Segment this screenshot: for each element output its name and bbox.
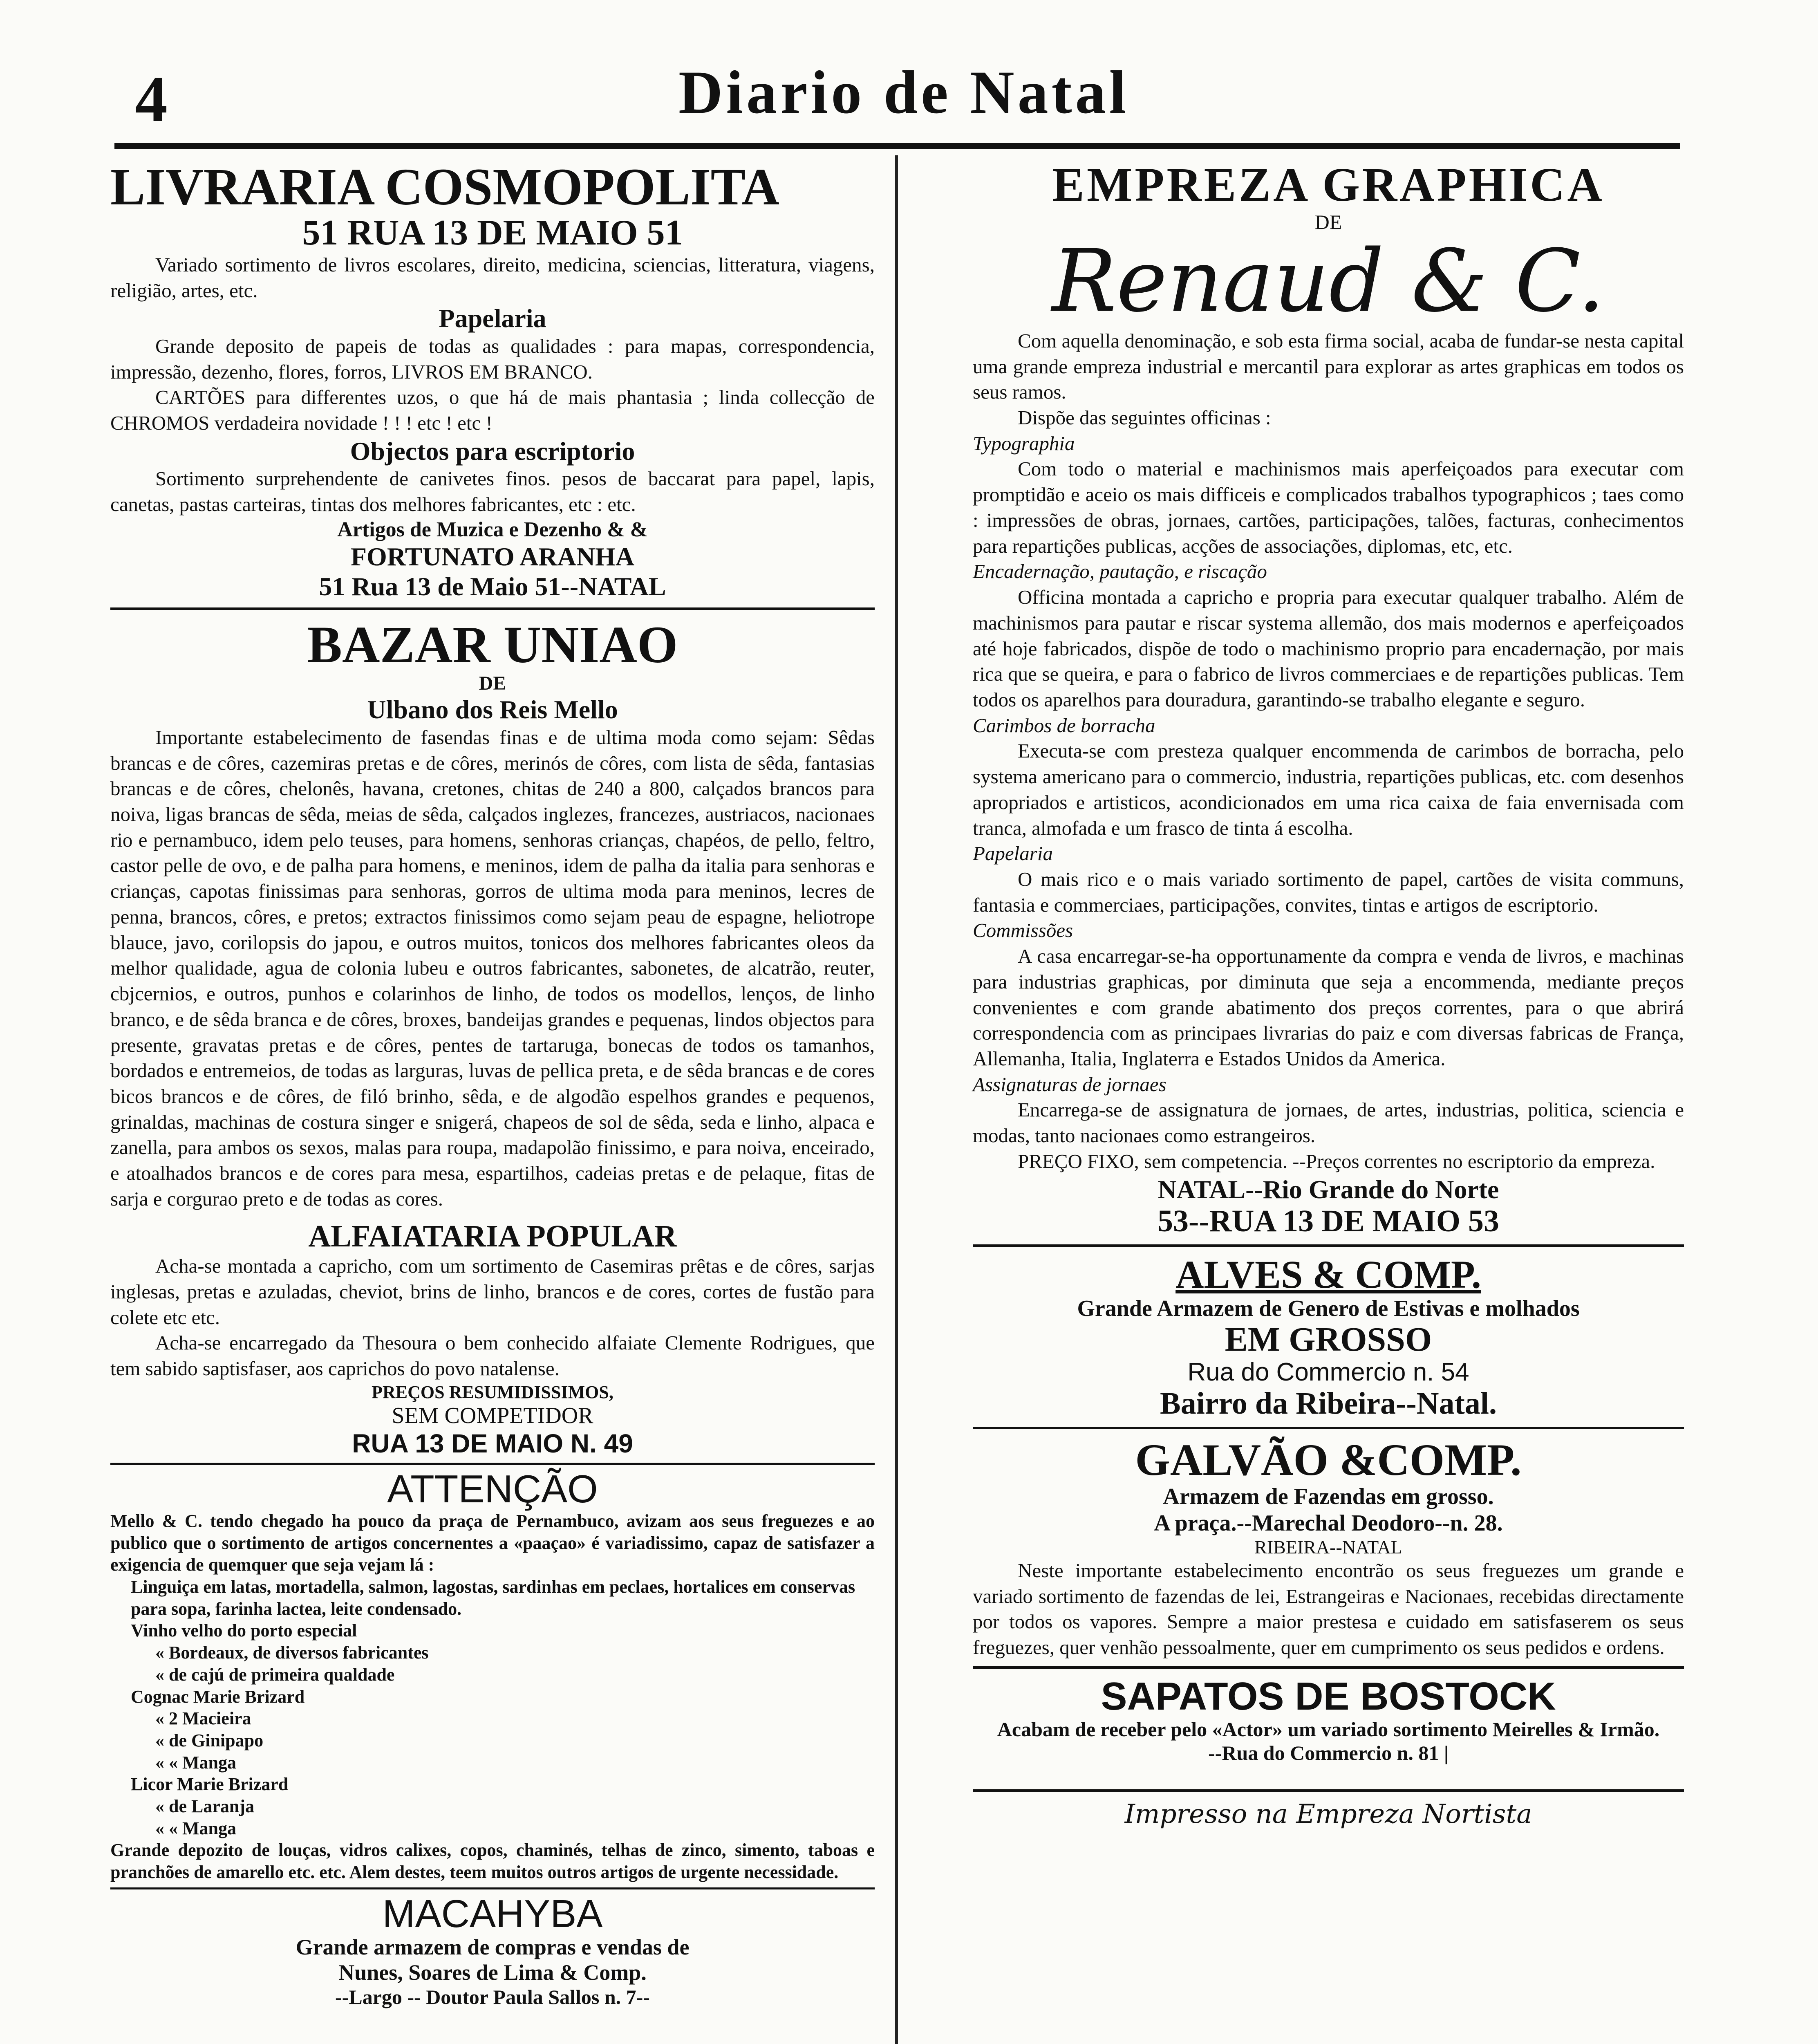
galvao-title: GALVÃO &COMP.	[1135, 1434, 1522, 1485]
bazar-ad	[110, 617, 875, 1212]
livraria-papelaria-text: Grande deposito de papeis de todas as qualidades : para mapas, correspondencia, impressão, dezenho, flores, forros, LIVROS EM BRANCO. CARTÕES para differentes uzos, o que há de mais phantasia ; linda collecção de CHROMOS verdadeira novidade ! ! ! etc ! etc !	[110, 334, 875, 434]
alves-em-grosso: EM GROSSO	[1225, 1320, 1432, 1358]
bazar-text: Importante estabelecimento de fasendas finas e de ultima moda como sejam: Sêdas brancas e de côres, cazemiras pretas e de côres, merinós de côres, com lista de sêda, fantasias brancas e de côres, chelonês, havana, cretones, chitas de 240 a 800, calçados brancos para noiva, ligas brancas de sêda, meias de sêda, calçados inglezes, francezes, austriacos, nacionaes rio e pernambuco, idem pelo teuses, para homens, senhoras crianças, chapéos, de pello, feltro, castor pelle de ovo, e de palha para homens, e meninos, idem de palha da italia para senhoras e crianças, capotas finissimas para senhoras, gorros de ultima moda para meninos, lecres de penna, brancos, côres, e pretos; extractos finissimos como sejam peau de espagne, heliotrope blauce, javo, corilopsis do japou, e outros muitos, tonicos dos melhores fabricantes oleos da melhor qualidade, agua de colonia lubeu e outros fabricantes, sabonetes, de alcatrão, reuter, cbjcernios, e outros, punhos e colarinhos de linho, de todos os modellos, lenços, de linho branco, e de sêda branca e de côres, broxes, bandeijas grandes e pequenas, lindos objectos para presente, gravatas pretas e de côres, pentes de tartaruga, bonecas de todos os tamanhos, bordados e entremeios, de todas as larguras, luvas de pellica preta, e de sêda brancas e de cores bicos brancos e de côres, de filó brinho, sêda, e de algodão espelhos grandes e pequenos, grinaldas, machinas de costura singer e snigerá, chapeos de sol de sêda, seda e linho, alpaca e zanella, para ambos os sexos, malas para roupa, madapolão finissimo, e para noiva, enceirado, e atoalhados brancos e de cores para mesa, espartilhos, cadeias pretas e de pelaque, fitas de sarja e corgurao preto e de todas as cores.	[110, 726, 875, 1210]
header-rule	[114, 143, 1680, 149]
attencao-intro: Mello & C. tendo chegado ha pouco da praça de Pernambuco, avizam aos seus freguezes e ao publico que o sortimento de artigos concernentes a «paaçao» é variadissimo, capaz de satisfazer a exigencia de quemquer que seja vejam lá :	[110, 1511, 875, 1575]
livraria-ad	[110, 159, 875, 602]
bazar-de: DE	[479, 672, 506, 695]
galvao-line2: A praça.--Marechal Deodoro--n. 28.	[1154, 1510, 1503, 1536]
livraria-title: LIVRARIA COSMOPOLITA	[110, 158, 779, 216]
empreza-enc-heading: Encadernação, pautação, e riscação	[973, 560, 1267, 583]
list-item: Licor Marie Brizard	[131, 1774, 289, 1795]
sapatos-line1: Acabam de receber pelo «Actor» um variado sortimento Meirelles & Irmão.	[997, 1717, 1660, 1741]
empreza-firm: Renaud & C.	[1052, 231, 1605, 331]
sapatos-title: SAPATOS DE BOSTOCK	[1101, 1674, 1556, 1718]
list-item: « de cajú de primeira qualdade	[155, 1664, 395, 1685]
bazar-owner: Ulbano dos Reis Mello	[367, 695, 618, 724]
empreza-typo-heading: Typographia	[973, 432, 1075, 455]
livraria-objectos-text: Sortimento surprehendente de canivetes finos. pesos de baccarat para papel, lapis, canetas, pastas carteiras, tintas dos melhores fabricantes, etc : etc.	[110, 467, 875, 515]
list-item: « de Ginipapo	[155, 1730, 264, 1750]
galvao-text: Neste importante estabelecimento encontrão os seus freguezes um grande e variado sortimento de fazendas de lei, Estrangeiras e Nacionaes, recebidas directamente por todos os vapores. Sempre a maior prestesa e cuidado em satisfaserem os seus freguezes, quer venhão pessoalmente, quer em cumprimento os seus pedidos e ordens.	[973, 1559, 1684, 1659]
empreza-address: 53--RUA 13 DE MAIO 53	[1158, 1204, 1499, 1239]
attencao-ad	[110, 1469, 875, 1883]
empreza-commissoes-text: A casa encarregar-se-ha opportunamente da compra e venda de livros, e machinas para industrias graphicas, por diminuta que seja a encommenda, mediante preços convenientes e com grande abatimento dos preços correntes, para o que abrirá correspondencia com as principaes livrarias do paiz e com diversas fabricas de França, Allemanha, Italia, Inglaterra e Estados Unidos da America.	[973, 945, 1684, 1070]
empreza-de: DE	[1314, 210, 1342, 233]
page-number: 4	[135, 63, 168, 135]
galvao-line1: Armazem de Fazendas em grosso.	[1163, 1484, 1494, 1510]
list-item: « de Laranja	[155, 1796, 254, 1816]
empreza-ad	[973, 159, 1684, 1239]
alfaiataria-title: ALFAIATARIA POPULAR	[308, 1219, 677, 1253]
livraria-musica: Artigos de Muzica e Dezenho & &	[337, 518, 648, 541]
macahyba-line3: --Largo -- Doutor Paula Sallos n. 7--	[335, 1986, 650, 2009]
attencao-items	[110, 1576, 875, 1883]
divider	[973, 1666, 1684, 1669]
empreza-carimbos-text: Executa-se com presteza qualquer encommenda de carimbos de borracha, pelo systema americano para o commercio, industria, repartições publicas, etc. com desenhos apropriados e artisticos, acondicionados em uma rica caixa de faia envernisada com tranca, almofada e um frasco de tinta á escolha.	[973, 740, 1684, 839]
impresso-note: Impresso na Empreza Nortista	[1124, 1799, 1532, 1829]
alves-title: ALVES & COMP.	[1175, 1252, 1481, 1296]
sapatos-line2: --Rua do Commercio n. 81 |	[1208, 1741, 1449, 1764]
empreza-papelaria-text: O mais rico e o mais variado sortimento de papel, cartões de visita communs, fantasia e commerciaes, participações, convites, tintas e artigos de escriptorio.	[973, 867, 1684, 916]
list-item: Linguiça em latas, mortadella, salmon, lagostas, sardinhas em peclaes, hortalices em conservas para sopa, farinha lactea, leite condensado.	[131, 1577, 855, 1619]
divider	[110, 1887, 875, 1889]
empreza-commissoes-heading: Commissões	[973, 919, 1073, 942]
divider	[110, 1463, 875, 1465]
livraria-footer: 51 Rua 13 de Maio 51--NATAL	[319, 572, 666, 601]
alfaiataria-precos: PREÇOS RESUMIDISSIMOS,	[372, 1382, 613, 1402]
empreza-enc-text: Officina montada a capricho e propria para executar qualquer trabalho. Além de machinismos para pautar e riscar systema allemão, dos mais modernos e aperfeiçoados até hoje fabricados, dispõe de todo o machinismo proprio para encadernação, por mais rica que se queira, e para o fabrico de livros commerciaes e de repartições publicas. Tem todos os aparelhos para douradura, garantindo-se trabalho elegante e seguro.	[973, 586, 1684, 711]
livraria-papelaria-heading: Papelaria	[439, 304, 546, 333]
list-item: « « Manga	[155, 1752, 236, 1773]
alves-bairro: Bairro da Ribeira--Natal.	[1160, 1386, 1497, 1421]
alves-line1: Grande Armazem de Genero de Estivas e molhados	[1077, 1295, 1580, 1321]
list-item: Cognac Marie Brizard	[131, 1686, 305, 1707]
empreza-city: NATAL--Rio Grande do Norte	[1158, 1174, 1499, 1204]
livraria-intro: Variado sortimento de livros escolares, direito, medicina, sciencias, litteratura, viagens, religião, artes, etc.	[110, 253, 875, 302]
attencao-title: ATTENÇÃO	[387, 1467, 598, 1511]
column-divider	[895, 155, 898, 2044]
macahyba-title: MACAHYBA	[382, 1892, 603, 1936]
divider	[973, 1244, 1684, 1247]
alfaiataria-sem-competidor: SEM COMPETIDOR	[392, 1403, 593, 1428]
livraria-owner: FORTUNATO ARANHA	[350, 542, 635, 571]
empreza-papelaria-heading: Papelaria	[973, 842, 1053, 865]
empreza-carimbos-heading: Carimbos de borracha	[973, 714, 1155, 737]
empreza-title: EMPREZA GRAPHICA	[1052, 158, 1605, 211]
list-item: « « Manga	[155, 1818, 236, 1838]
sapatos-ad	[973, 1676, 1684, 1765]
empreza-intro: Com aquella denominação, e sob esta firma social, acaba de fundar-se nesta capital uma grande empreza industrial e mercantil para explorar as artes graphicas em todos os seus ramos. Dispõe das seguintes officinas :	[973, 329, 1684, 429]
list-item: « Bordeaux, de diversos fabricantes	[155, 1643, 429, 1663]
galvao-ad	[973, 1434, 1684, 1661]
empreza-typo-text: Com todo o material e machinismos mais aperfeiçoados para executar com promptidão e aceio os mais difficeis e complicados trabalhos typographicos ; taes como : impressões de obras, jornaes, cartões, participações, talões, facturas, conhecimentos para repartições publicas, acções de associações, diplomas, etc, etc.	[973, 457, 1684, 557]
bazar-title: BAZAR UNIAO	[307, 615, 678, 674]
list-item: Grande depozito de louças, vidros calixes, copos, chaminés, telhas de zinco, simento, taboas e pranchões de amarello etc. etc. Alem destes, teem muitos outros artigos de urgente necessidade.	[110, 1840, 875, 1882]
alves-ad	[973, 1254, 1684, 1421]
livraria-address: 51 RUA 13 DE MAIO 51	[302, 213, 683, 253]
list-item: Vinho velho do porto especial	[131, 1620, 357, 1641]
list-item: « 2 Macieira	[155, 1708, 251, 1729]
alfaiataria-address: RUA 13 DE MAIO N. 49	[352, 1428, 633, 1458]
livraria-objectos-heading: Objectos para escriptorio	[350, 436, 635, 466]
alfaiataria-ad	[110, 1219, 875, 1459]
masthead: Diario de Natal	[678, 58, 1130, 126]
macahyba-line1: Grande armazem de compras e vendas de	[296, 1935, 690, 1960]
galvao-line3: RIBEIRA--NATAL	[1254, 1537, 1402, 1558]
alves-address: Rua do Commercio n. 54	[1187, 1358, 1469, 1387]
macahyba-line2: Nunes, Soares de Lima & Comp.	[338, 1960, 647, 1985]
right-column	[973, 159, 1684, 1829]
left-column	[110, 159, 875, 2009]
divider	[110, 607, 875, 610]
divider	[973, 1789, 1684, 1792]
empreza-assign-heading: Assignaturas de jornaes	[973, 1073, 1166, 1096]
empreza-assign-text: Encarrega-se de assignatura de jornaes, de artes, industrias, politica, sciencia e modas, tanto nacionaes como estrangeiros. PREÇO FIXO, sem competencia. --Preços correntes no escriptorio da empreza.	[973, 1098, 1684, 1172]
macahyba-ad	[110, 1894, 875, 2009]
alfaiataria-text: Acha-se montada a capricho, com um sortimento de Casemiras prêtas e de côres, sarjas inglesas, pretas e azuladas, cheviot, brins de linho, brancos e de cores, cortes de fustão para colete etc etc. Acha-se encarregado da Thesoura o bem conhecido alfaiate Clemente Rodrigues, que tem sabido saptisfaser, aos caprichos do povo natalense.	[110, 1255, 875, 1380]
divider	[973, 1427, 1684, 1429]
